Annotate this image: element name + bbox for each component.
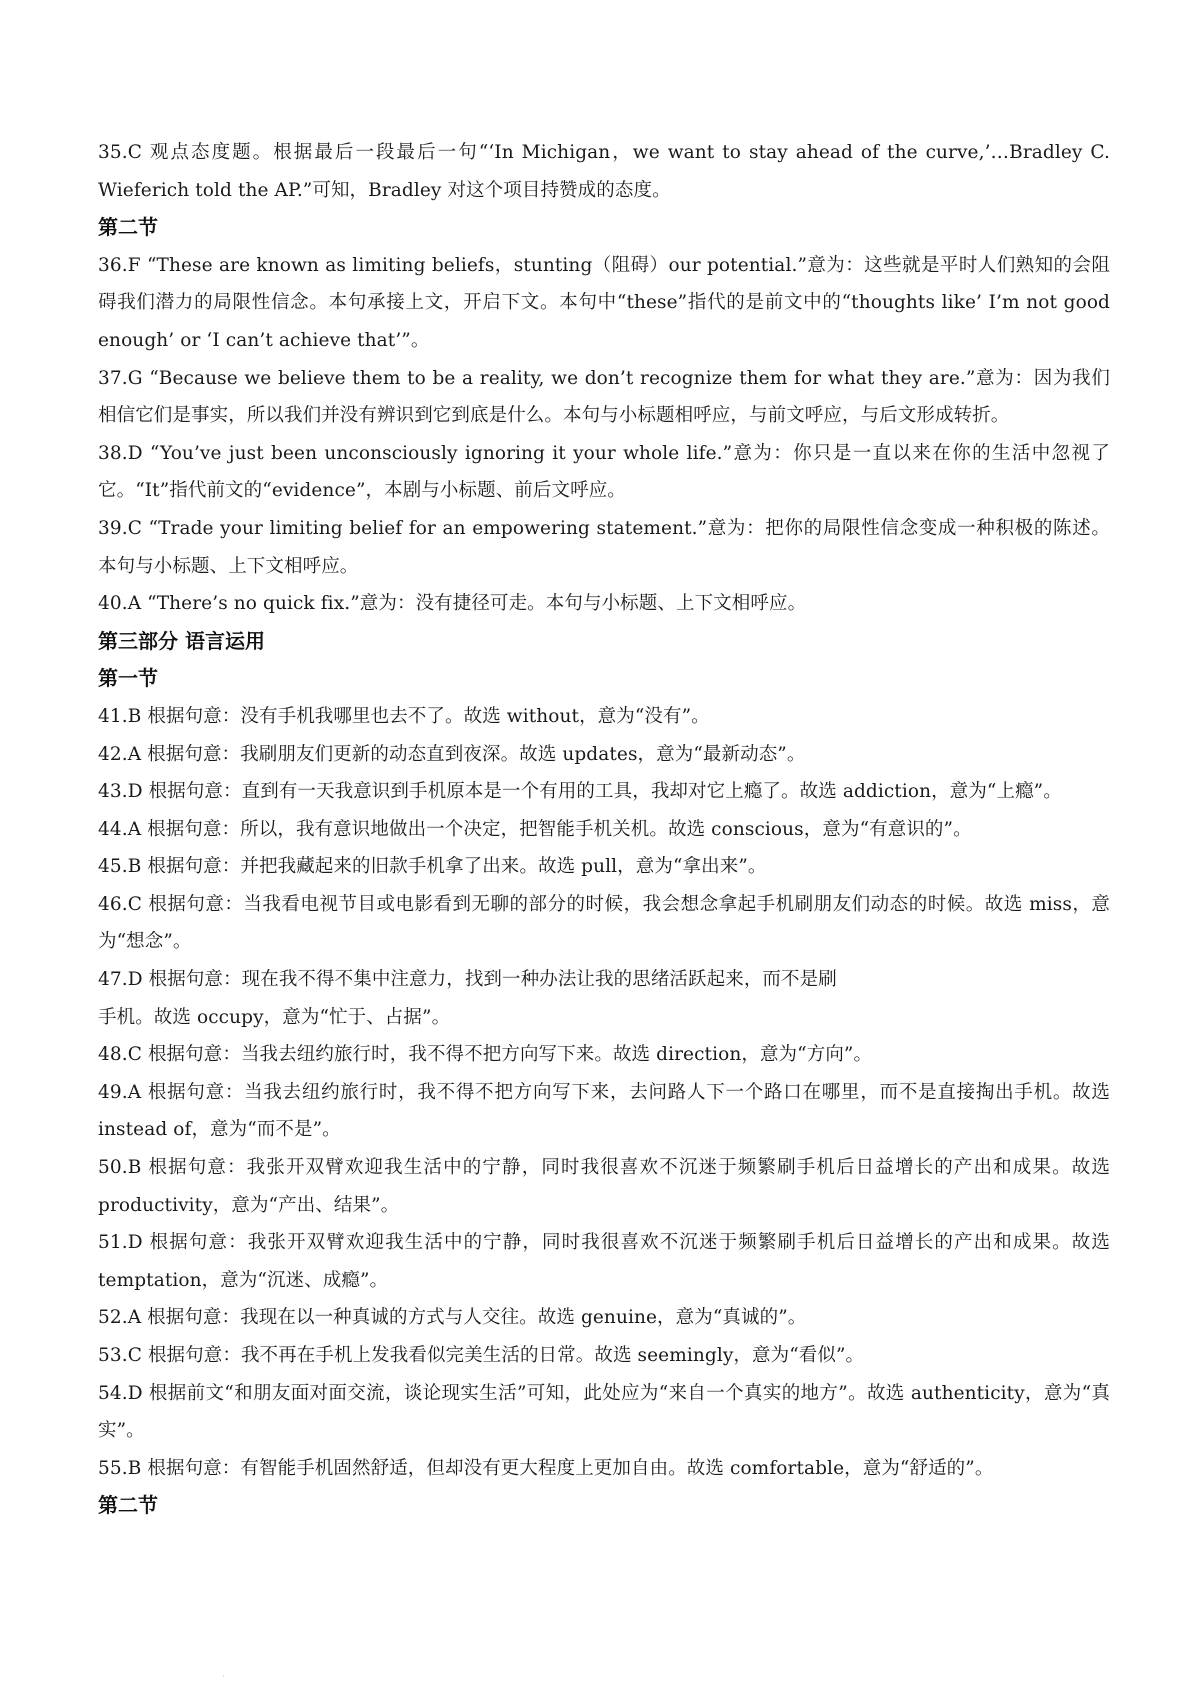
document-page xyxy=(98,134,1110,1525)
answer-54: 54.D 根据前文“和朋友面对面交流，谈论现实生活”可知，此处应为“来自一个真实的地方”。故选 authenticity，意为“真实”。 xyxy=(98,1382,1110,1442)
answer-53: 53.C 根据句意：我不再在手机上发我看似完美生活的日常。故选 seemingly，意为“看似”。 xyxy=(98,1345,865,1366)
section-heading-part3-section2: 第二节 xyxy=(98,1493,158,1518)
answer-42: 42.A 根据句意：我刷朋友们更新的动态直到夜深。故选 updates，意为“最新动态”。 xyxy=(98,743,806,765)
answer-41: 41.B 根据句意：没有手机我哪里也去不了。故选 without，意为“没有”。 xyxy=(98,705,710,727)
answer-37: 37.G “Because we believe them to be a reality, we don’t recognize them for what they are.”意为：因为我们相信它们是事实，所以我们并没有辨识到它到底是什么。本句与小标题相呼应，与前文呼应，与后文形成转折。 xyxy=(98,367,1110,427)
section-heading-part3-section1: 第一节 xyxy=(98,666,158,691)
answer-36: 36.F “These are known as limiting beliefs，stunting（阻碍）our potential.”意为：这些就是平时人们熟知的会阻碍我们潜力的局限性信念。本句承接上文，开启下文。本句中“these”指代的是前文中的“thoughts like’ I’m not good enough’ or ‘I can’t achieve that’”。 xyxy=(98,254,1110,351)
answer-39: 39.C “Trade your limiting belief for an empowering statement.”意为：把你的局限性信念变成一种积极的陈述。本句与小标题、上下文相呼应。 xyxy=(98,517,1110,577)
part-heading-language-use: 第三部分 语言运用 xyxy=(98,628,265,653)
answer-55: 55.B 根据句意：有智能手机固然舒适，但却没有更大程度上更加自由。故选 comfortable，意为“舒适的”。 xyxy=(98,1457,994,1479)
answer-40: 40.A “There’s no quick fix.”意为：没有捷径可走。本句与小标题、上下文相呼应。 xyxy=(98,593,807,615)
answer-44: 44.A 根据句意：所以，我有意识地做出一个决定，把智能手机关机。故选 conscious，意为“有意识的”。 xyxy=(98,818,972,840)
answer-50: 50.B 根据句意：我张开双臂欢迎我生活中的宁静，同时我很喜欢不沉迷于频繁刷手机后日益增长的产出和成果。故选 productivity，意为“产出、结果”。 xyxy=(98,1157,1110,1216)
answer-38: 38.D “You’ve just been unconsciously ignoring it your whole life.”意为：你只是一直以来在你的生活中忽视了它。“It”指代前文的“evidence”，本剧与小标题、前后文呼应。 xyxy=(98,442,1110,502)
answer-52: 52.A 根据句意：我现在以一种真诚的方式与人交往。故选 genuine，意为“真诚的”。 xyxy=(98,1307,807,1329)
answer-43: 43.D 根据句意：直到有一天我意识到手机原本是一个有用的工具，我却对它上瘾了。故选 addiction，意为“上瘾”。 xyxy=(98,781,1062,803)
answer-51: 51.D 根据句意：我张开双臂欢迎我生活中的宁静，同时我很喜欢不沉迷于频繁刷手机后日益增长的产出和成果。故选 temptation，意为“沉迷、成瘾”。 xyxy=(98,1232,1110,1291)
answer-49: 49.A 根据句意：当我去纽约旅行时，我不得不把方向写下来，去问路人下一个路口在哪里，而不是直接掏出手机。故选 instead of，意为“而不是”。 xyxy=(98,1081,1110,1141)
answer-47: 47.D 根据句意：现在我不得不集中注意力，找到一种办法让我的思绪活跃起来，而不是刷 手机。故选 occupy，意为“忙于、占据”。 xyxy=(98,969,837,1028)
answer-46: 46.C 根据句意：当我看电视节目或电影看到无聊的部分的时候，我会想念拿起手机刷朋友们动态的时候。故选 miss，意为“想念”。 xyxy=(98,893,1110,953)
answer-45: 45.B 根据句意：并把我藏起来的旧款手机拿了出来。故选 pull，意为“拿出来”。 xyxy=(98,856,767,878)
answer-48: 48.C 根据句意：当我去纽约旅行时，我不得不把方向写下来。故选 direction，意为“方向”。 xyxy=(98,1044,873,1066)
page-footer-mark: · xyxy=(222,1672,225,1682)
section-heading-part2-section2: 第二节 xyxy=(98,215,158,240)
answer-35: 35.C 观点态度题。根据最后一段最后一句“‘In Michigan，we want to stay ahead of the curve,’…Bradley C. Wieferich told the AP.”可知，Bradley 对这个项目持赞成的态度。 xyxy=(98,142,1110,201)
